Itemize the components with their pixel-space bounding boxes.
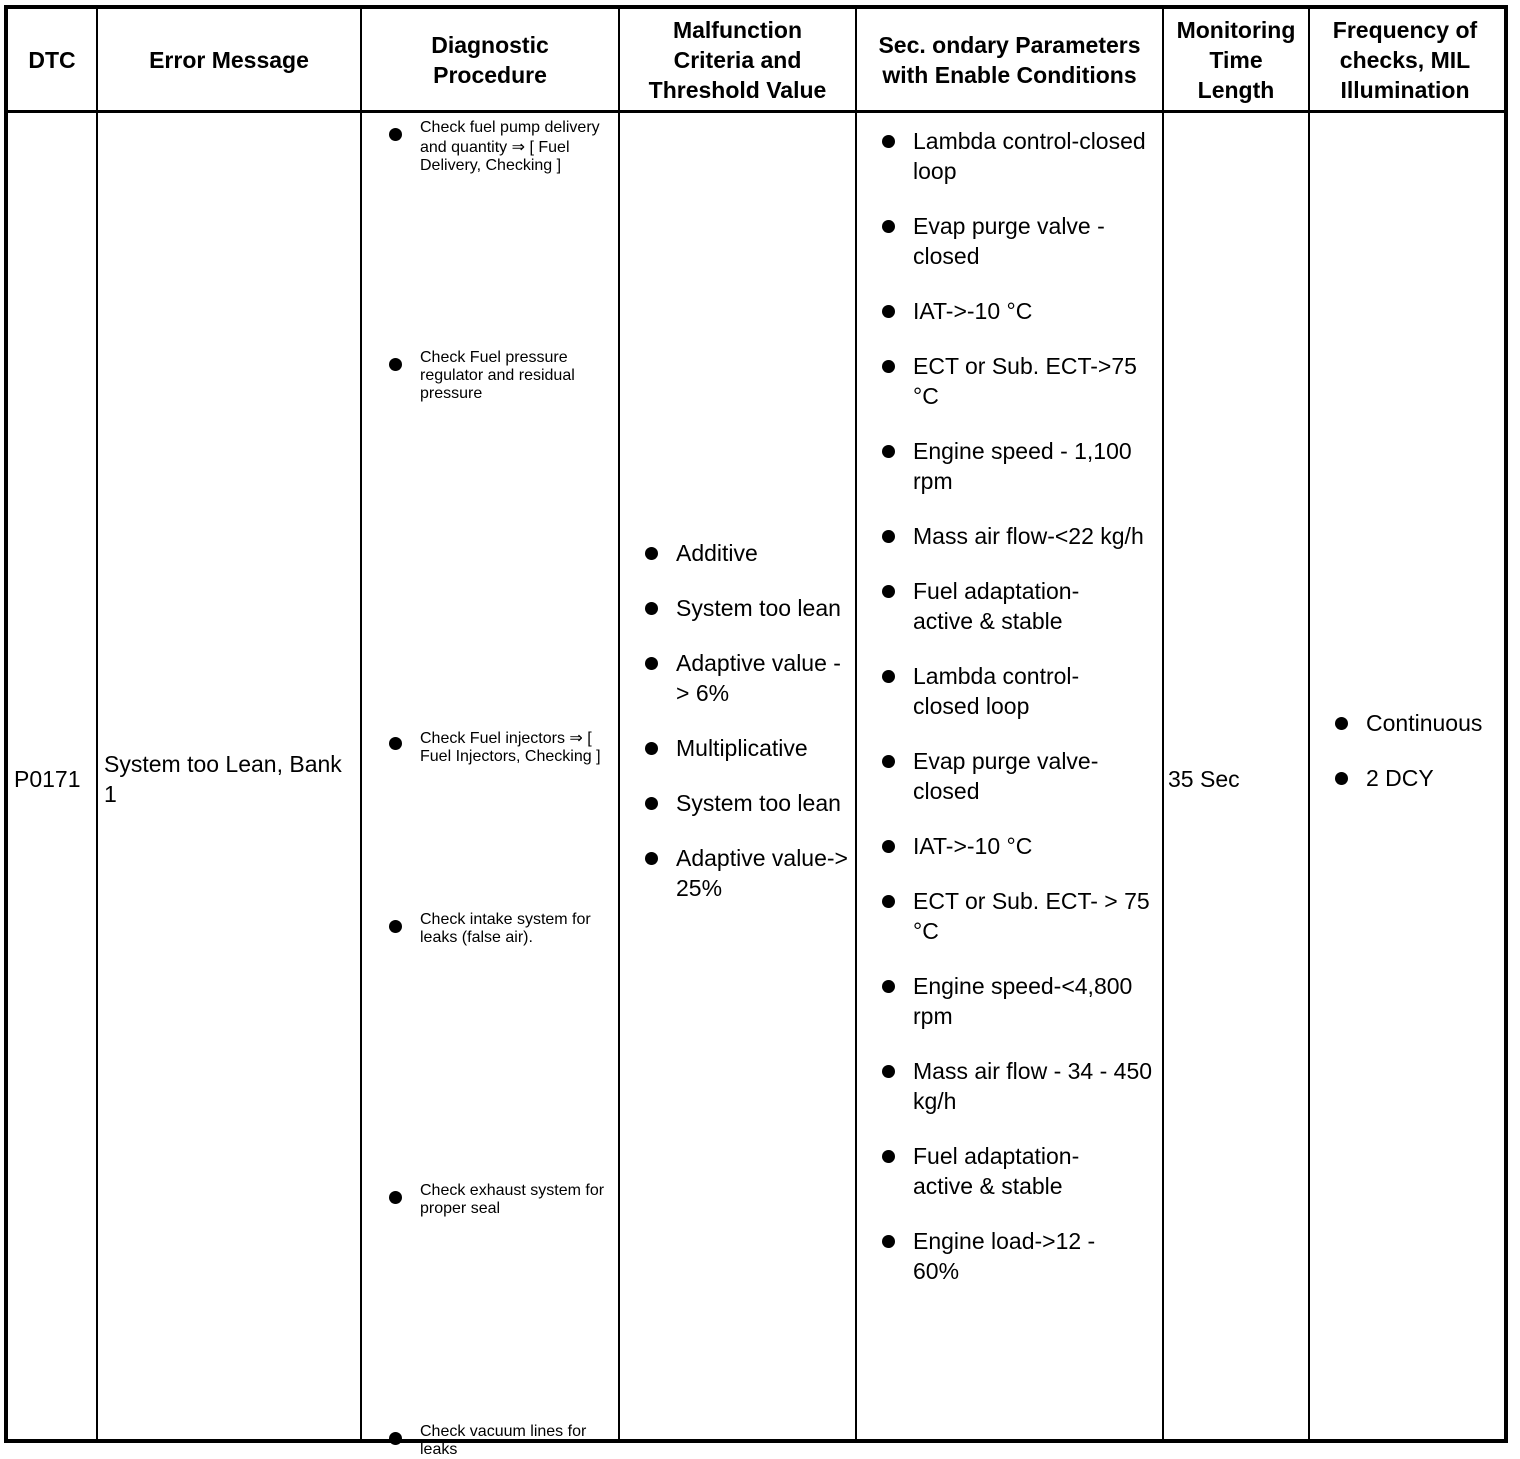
parameter-item: Fuel adaptation-active & stable <box>881 1141 1129 1201</box>
column-divider <box>1162 9 1164 1439</box>
parameter-item: Lambda control-closed loop <box>881 661 1129 721</box>
header-divider <box>8 110 1504 113</box>
parameter-item: Evap purge valve - closed <box>881 211 1157 271</box>
error-message: System too Lean, Bank 1 <box>104 751 342 807</box>
malfunction-criteria-list <box>644 538 848 903</box>
column-divider <box>96 9 98 1439</box>
criteria-item: Adaptive value - > 6% <box>644 648 848 708</box>
frequency-list <box>1334 708 1502 793</box>
criteria-item: System too lean <box>644 593 848 623</box>
criteria-item: Adaptive value-> 25% <box>644 843 848 903</box>
procedure-item: Check vacuum lines for leaks <box>388 1423 616 1459</box>
header-secondary-parameters: Sec. ondary Parameters with Enable Conditions <box>878 31 1141 88</box>
column-divider <box>360 9 362 1439</box>
criteria-item: System too lean <box>644 788 848 818</box>
parameter-item: Mass air flow-<22 kg/h <box>881 521 1157 551</box>
parameter-item: IAT->-10 °C <box>881 831 1157 861</box>
procedure-item: Check Fuel pressure regulator and residual pressure <box>388 349 616 403</box>
parameter-item: Fuel adaptation-active & stable <box>881 576 1129 636</box>
parameter-item: ECT or Sub. ECT->75 °C <box>881 351 1157 411</box>
criteria-item: Additive <box>644 538 848 568</box>
monitoring-time: 35 Sec <box>1168 766 1240 792</box>
parameter-item: Engine speed - 1,100 rpm <box>881 436 1157 496</box>
parameter-item: Lambda control-closed loop <box>881 126 1157 186</box>
header-malfunction-criteria: Malfunction Criteria and Threshold Value <box>648 16 827 103</box>
parameter-item: Engine load->12 - 60% <box>881 1226 1129 1286</box>
procedure-item: Check exhaust system for proper seal <box>388 1182 620 1218</box>
secondary-parameters-list <box>881 126 1157 1286</box>
procedure-item: Check Fuel injectors ⇒ [ Fuel Injectors, Checking ] <box>388 728 616 766</box>
header-dtc: DTC <box>28 46 76 73</box>
dtc-code: P0171 <box>14 766 81 792</box>
parameter-item: Mass air flow - 34 - 450 kg/h <box>881 1056 1153 1116</box>
procedure-item: Check fuel pump delivery and quantity ⇒ [ Fuel Delivery, Checking ] <box>388 119 616 175</box>
procedure-item: Check intake system for leaks (false air). <box>388 911 616 947</box>
column-divider <box>1308 9 1310 1439</box>
parameter-item: Engine speed-<4,800 rpm <box>881 971 1157 1031</box>
header-error-message: Error Message <box>149 46 309 73</box>
column-divider <box>855 9 857 1439</box>
header-diagnostic-procedure: Diagnostic Procedure <box>431 31 549 88</box>
parameter-item: IAT->-10 °C <box>881 296 1157 326</box>
frequency-item: Continuous <box>1334 708 1502 738</box>
header-frequency: Frequency of checks, MIL Illumination <box>1332 16 1478 103</box>
dtc-table <box>4 5 1508 1458</box>
header-monitoring-time: Monitoring Time Length <box>1176 16 1296 103</box>
column-divider <box>618 9 620 1439</box>
parameter-item: Evap purge valve-closed <box>881 746 1103 806</box>
parameter-item: ECT or Sub. ECT- > 75 °C <box>881 886 1153 946</box>
frequency-item: 2 DCY <box>1334 763 1502 793</box>
criteria-item: Multiplicative <box>644 733 848 763</box>
